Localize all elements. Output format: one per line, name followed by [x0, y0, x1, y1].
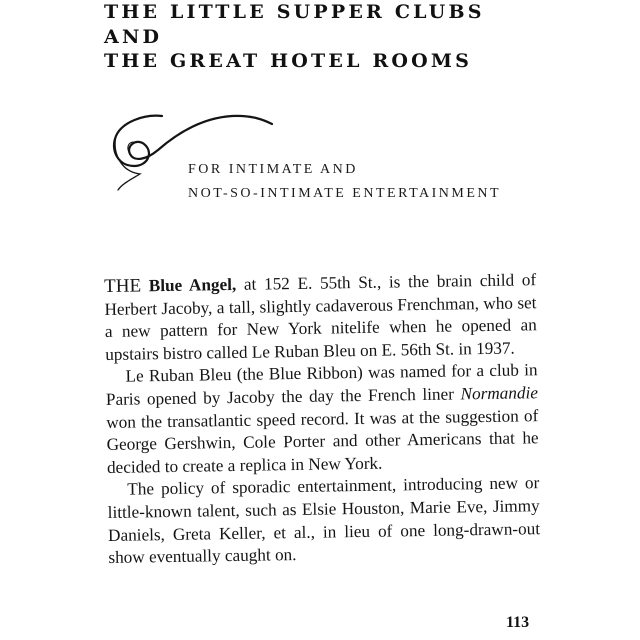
paragraph-ruban-bleu [105, 360, 539, 480]
chapter-title-line-2: AND [104, 25, 163, 48]
chapter-title [104, 0, 485, 74]
subtitle-line-1: FOR INTIMATE AND [188, 162, 358, 177]
ship-name-normandie: Normandie [460, 383, 539, 404]
chapter-title-line-1: THE LITTLE SUPPER CLUBS [104, 1, 485, 23]
paragraph-1-text: at 152 E. 55th St., is the brain child of Herbert Jacoby, a tall, slightly cadaverous Frenchman, who set a new pattern for New York nitelife when he opened an upstairs bistro called Le Ruban Bleu on E. 56th St. in 1937. [104, 270, 537, 364]
paragraph-2-text-after: won the transatlantic speed record. It was at the suggestion of George Gershwin, Cole Porter and other Americans that he decided to create a replica in New York. [106, 405, 539, 477]
paragraph-policy [107, 473, 540, 570]
subtitle-line-2: NOT-SO-INTIMATE ENTERTAINMENT [188, 186, 502, 201]
chapter-title-line-3: THE GREAT HOTEL ROOMS [104, 50, 473, 72]
paragraph-3-text: The policy of sporadic entertainment, introducing new or little-known talent, such as Elsie Houston, Marie Eve, Jimmy Daniels, Greta Keller, et al., in lieu of one long-drawn-out show eventually caught on. [107, 473, 541, 568]
opening-word: THE [104, 275, 142, 297]
body-text [104, 269, 541, 569]
page-number: 113 [506, 614, 530, 631]
paragraph-blue-angel [104, 269, 537, 366]
club-name-blue-angel: Blue Angel, [148, 274, 237, 296]
paragraph-2-text-before: Le Ruban Bleu (the Blue Ribbon) was named for a club in Paris opened by Jacoby the day the French liner [105, 360, 538, 409]
chapter-subtitle [188, 158, 501, 206]
